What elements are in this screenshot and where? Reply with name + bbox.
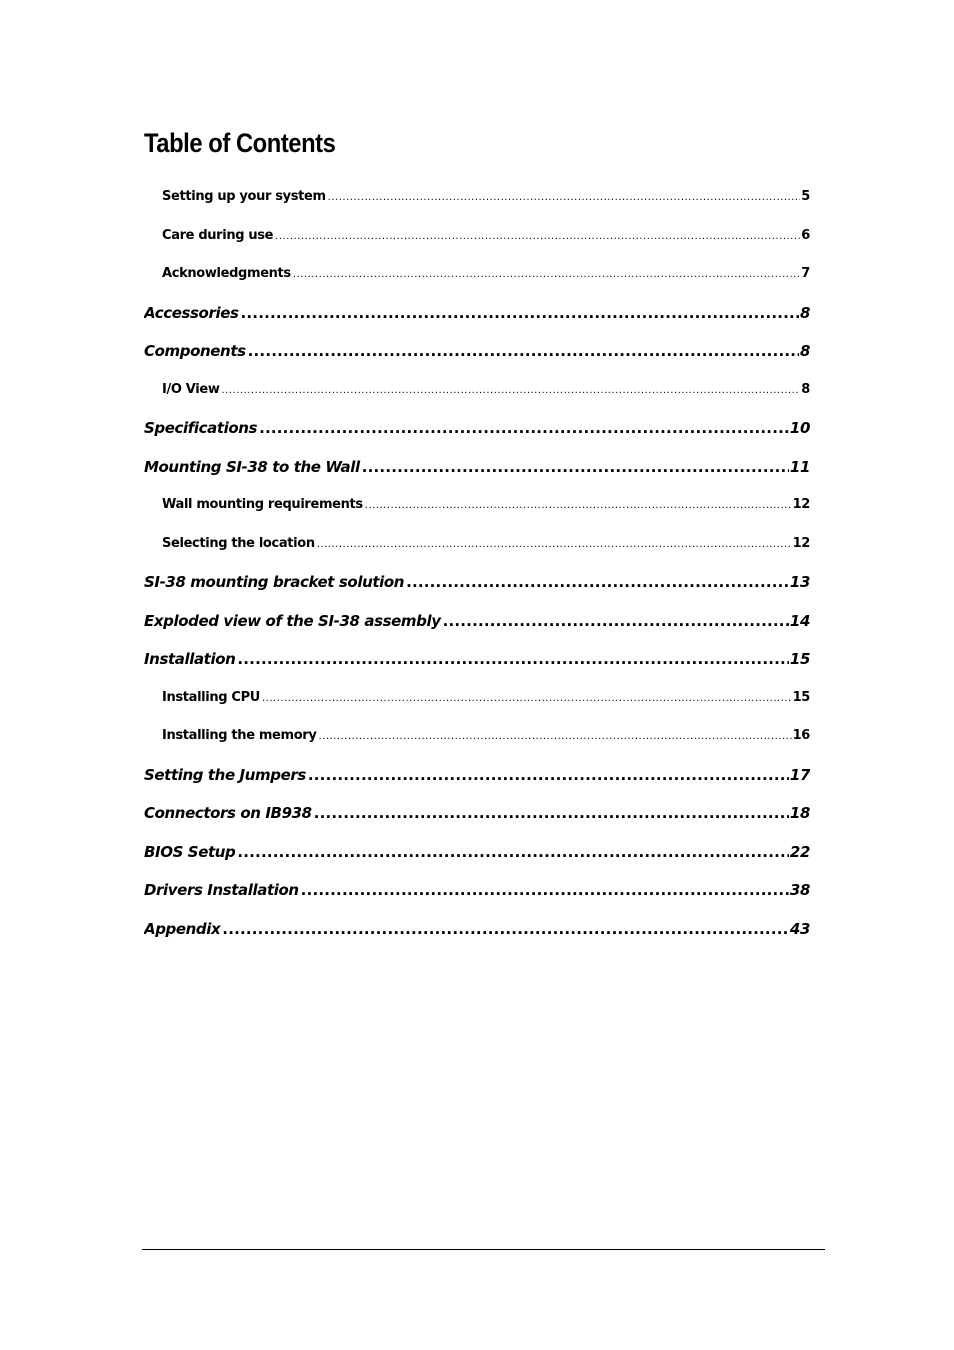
toc-entry-label: Wall mounting requirements [162, 497, 363, 512]
toc-entry[interactable] [144, 338, 810, 364]
toc-entry-label: Mounting SI-38 to the Wall [144, 458, 360, 476]
toc-entry[interactable] [144, 877, 810, 903]
toc-entry-label: Acknowledgments [162, 266, 291, 281]
toc-dot-leader [328, 184, 801, 210]
toc-entry-label: Installing CPU [162, 690, 260, 705]
toc-entry-label: Installing the memory [162, 728, 317, 743]
toc-dot-leader [308, 762, 789, 788]
toc-entry-label: Accessories [144, 304, 239, 322]
toc-entry-label: Setting the Jumpers [144, 766, 306, 784]
toc-page-number: 12 [792, 497, 810, 512]
toc-entry[interactable] [144, 839, 810, 865]
toc-dot-leader [443, 608, 789, 634]
toc-dot-leader [406, 569, 789, 595]
toc-entry[interactable] [144, 454, 810, 480]
toc-page-number: 13 [789, 573, 810, 591]
toc-entry[interactable] [162, 531, 810, 557]
toc-dot-leader [221, 377, 800, 403]
toc-dot-leader [317, 531, 792, 557]
toc-entry[interactable] [144, 569, 810, 595]
toc-dot-leader [237, 839, 789, 865]
toc-dot-leader [259, 415, 789, 441]
toc-entry-label: Appendix [144, 920, 221, 938]
toc-page-number: 7 [801, 266, 810, 281]
toc-entry[interactable] [144, 646, 810, 672]
toc-page-number: 11 [789, 458, 810, 476]
toc-entry-label: Setting up your system [162, 189, 326, 204]
toc-entry[interactable] [144, 300, 810, 326]
toc-page-number: 15 [792, 690, 810, 705]
toc-page-number: 38 [789, 881, 810, 899]
toc-entry-label: BIOS Setup [144, 843, 236, 861]
toc-dot-leader [262, 685, 792, 711]
toc-page-number: 14 [789, 612, 810, 630]
toc-dot-leader [275, 223, 800, 249]
toc-dot-leader [293, 261, 800, 287]
toc-entry-label: Connectors on IB938 [144, 804, 312, 822]
toc-page-number: 5 [801, 189, 810, 204]
toc-entry[interactable] [162, 223, 810, 249]
page-title: Table of Contents [144, 128, 336, 158]
toc-entry-label: I/O View [162, 382, 220, 397]
toc-entry-label: Selecting the location [162, 536, 315, 551]
toc-page-number: 8 [799, 342, 810, 360]
toc-page-number: 43 [789, 920, 810, 938]
toc-page-number: 18 [789, 804, 810, 822]
toc-dot-leader [237, 646, 789, 672]
toc-dot-leader [241, 300, 799, 326]
toc-entry-label: Specifications [144, 419, 258, 437]
toc-entry[interactable] [162, 184, 810, 210]
toc-page-number: 15 [789, 650, 810, 668]
toc-entry[interactable] [162, 723, 810, 749]
toc-dot-leader [314, 800, 789, 826]
toc-dot-leader [222, 916, 789, 942]
toc-page-number: 10 [789, 419, 810, 437]
toc-entry-label: Installation [144, 650, 236, 668]
toc-dot-leader [301, 877, 789, 903]
toc-page-number: 22 [789, 843, 810, 861]
toc-page-number: 6 [801, 228, 810, 243]
toc-entry[interactable] [144, 415, 810, 441]
toc-dot-leader [318, 723, 791, 749]
toc-entry[interactable] [162, 377, 810, 403]
toc-entry-label: Exploded view of the SI-38 assembly [144, 612, 441, 630]
footer-divider [142, 1249, 825, 1250]
toc-entry-label: Care during use [162, 228, 274, 243]
toc-entry-label: Components [144, 342, 246, 360]
toc-entry[interactable] [162, 685, 810, 711]
toc-page-number: 8 [799, 304, 810, 322]
toc-dot-leader [365, 492, 792, 518]
toc-entry[interactable] [162, 261, 810, 287]
toc-entry[interactable] [162, 492, 810, 518]
toc-page-number: 8 [801, 382, 810, 397]
toc-dot-leader [362, 454, 789, 480]
toc-dot-leader [248, 338, 799, 364]
toc-page-number: 17 [789, 766, 810, 784]
toc-page-number: 12 [792, 536, 810, 551]
toc-entry[interactable] [144, 800, 810, 826]
toc-entry[interactable] [144, 762, 810, 788]
toc-page-number: 16 [792, 728, 810, 743]
toc-entry[interactable] [144, 608, 810, 634]
toc-entry[interactable] [144, 916, 810, 942]
toc-entry-label: Drivers Installation [144, 881, 299, 899]
toc-entry-label: SI-38 mounting bracket solution [144, 573, 405, 591]
